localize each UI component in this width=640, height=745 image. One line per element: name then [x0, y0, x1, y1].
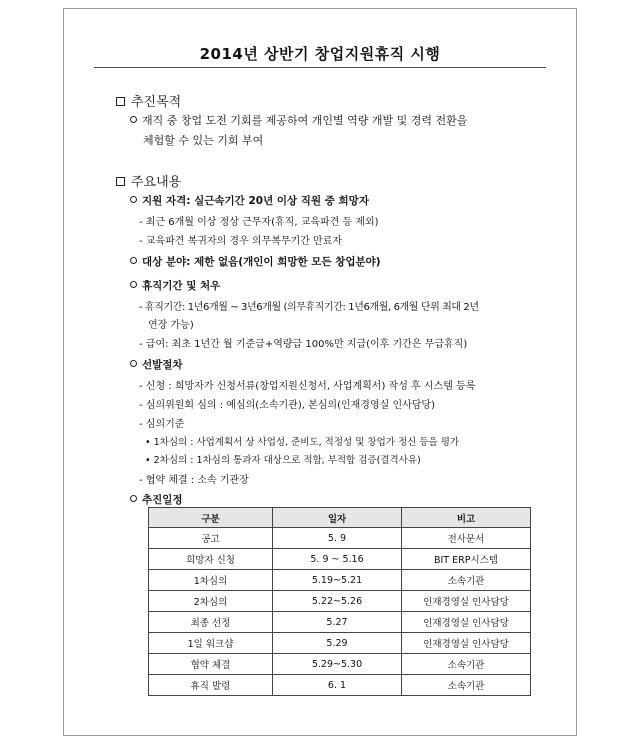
field-heading: 대상 분야: 제한 없음(개인이 희망한 모든 창업분야): [130, 254, 381, 269]
table-row: [149, 675, 531, 696]
section-content: [116, 171, 181, 190]
schedule-header-row: [149, 508, 531, 528]
schedule-header-date: 일자: [273, 508, 402, 528]
section-purpose-heading: 추진목적: [131, 95, 182, 110]
table-row: [149, 654, 531, 675]
circle-bullet-icon: [130, 281, 137, 288]
selection-item-1: - 신청 : 희망자가 신청서류(창업지원신청서, 사업계획서) 작성 후 시스템 등록: [139, 381, 476, 392]
schedule-cell-date: 5. 9: [273, 528, 402, 549]
schedule-cell-date: 5.22~5.26: [273, 591, 402, 612]
schedule-cell-category: 1일 워크샵: [149, 633, 273, 654]
schedule-heading: 추진일정: [130, 492, 183, 507]
table-row: [149, 633, 531, 654]
schedule-cell-category: 2차심의: [149, 591, 273, 612]
table-row: [149, 612, 531, 633]
schedule-cell-note: 전사문서: [402, 528, 531, 549]
document-title: 2014년 상반기 창업지원휴직 시행: [199, 45, 441, 63]
table-row: [149, 591, 531, 612]
schedule-cell-category: 휴직 발령: [149, 675, 273, 696]
selection-item-3: - 심의기준: [139, 419, 185, 430]
schedule-cell-note: 소속기관: [402, 570, 531, 591]
section-purpose: [116, 91, 181, 110]
table-row: [149, 549, 531, 570]
eligibility-heading: 지원 자격: 실근속기간 20년 이상 직원 중 희망자: [130, 193, 369, 208]
purpose-line-2: 체험할 수 있는 기회 부여: [143, 134, 264, 147]
schedule-cell-note: 인재경영실 인사담당: [402, 591, 531, 612]
schedule-cell-category: 1차심의: [149, 570, 273, 591]
purpose-line-1: 재직 중 창업 도전 기회를 제공하여 개인별 역량 개발 및 경력 전환을: [130, 112, 467, 128]
square-bullet-icon: [116, 177, 125, 186]
schedule-cell-date: 5.19~5.21: [273, 570, 402, 591]
schedule-cell-date: 5.27: [273, 612, 402, 633]
schedule-cell-note: 인재경영실 인사담당: [402, 612, 531, 633]
circle-bullet-icon: [130, 196, 137, 203]
schedule-cell-note: 인재경영실 인사담당: [402, 633, 531, 654]
selection-heading: 선발절차: [130, 357, 183, 372]
period-heading: 휴직기간 및 처우: [130, 278, 220, 293]
schedule-cell-date: 5.29: [273, 633, 402, 654]
schedule-cell-date: 6. 1: [273, 675, 402, 696]
eligibility-item-1: - 최근 6개월 이상 정상 근무자(휴직, 교육파견 등 제외): [139, 217, 379, 228]
schedule-header-category: 구분: [149, 508, 273, 528]
schedule-cell-category: 협약 체결: [149, 654, 273, 675]
circle-bullet-icon: [130, 116, 137, 123]
selection-item-2: - 심의위원회 심의 : 예심의(소속기관), 본심의(인재경영실 인사담당): [139, 400, 435, 411]
section-content-heading: 주요내용: [131, 175, 182, 190]
schedule-cell-date: 5. 9 ~ 5.16: [273, 549, 402, 570]
schedule-table: [148, 507, 531, 696]
selection-sub-1: • 1차심의 : 사업계획서 상 사업성, 준비도, 적정성 및 창업가 정신 등을 평가: [145, 437, 460, 448]
document-page: [63, 8, 577, 736]
circle-bullet-icon: [130, 360, 137, 367]
circle-bullet-icon: [130, 257, 137, 264]
schedule-header-note: 비고: [402, 508, 531, 528]
period-item-1-cont: 연장 가능): [148, 320, 194, 331]
selection-item-4: - 협약 체결 : 소속 기관장: [139, 475, 249, 486]
period-item-2: - 급여: 최초 1년간 월 기준급+역량급 100%만 지급(이후 기간은 무급휴직): [139, 339, 468, 350]
title-underline: [94, 67, 546, 68]
schedule-cell-category: 공고: [149, 528, 273, 549]
schedule-cell-note: BIT ERP시스템: [402, 549, 531, 570]
schedule-cell-note: 소속기관: [402, 675, 531, 696]
period-item-1: - 휴직기간: 1년6개월 ~ 3년6개월 (의무휴직기간: 1년6개월, 6개월 단위 최대 2년: [139, 302, 479, 313]
circle-bullet-icon: [130, 495, 137, 502]
schedule-cell-category: 희망자 신청: [149, 549, 273, 570]
schedule-cell-date: 5.29~5.30: [273, 654, 402, 675]
schedule-cell-note: 소속기관: [402, 654, 531, 675]
square-bullet-icon: [116, 97, 125, 106]
table-row: [149, 570, 531, 591]
schedule-cell-category: 최종 선정: [149, 612, 273, 633]
table-row: [149, 528, 531, 549]
eligibility-item-2: - 교육파견 복귀자의 경우 의무복무기간 만료자: [139, 236, 343, 247]
selection-sub-2: • 2차심의 : 1차심의 통과자 대상으로 적합, 부적합 검증(결격사유): [145, 455, 421, 466]
